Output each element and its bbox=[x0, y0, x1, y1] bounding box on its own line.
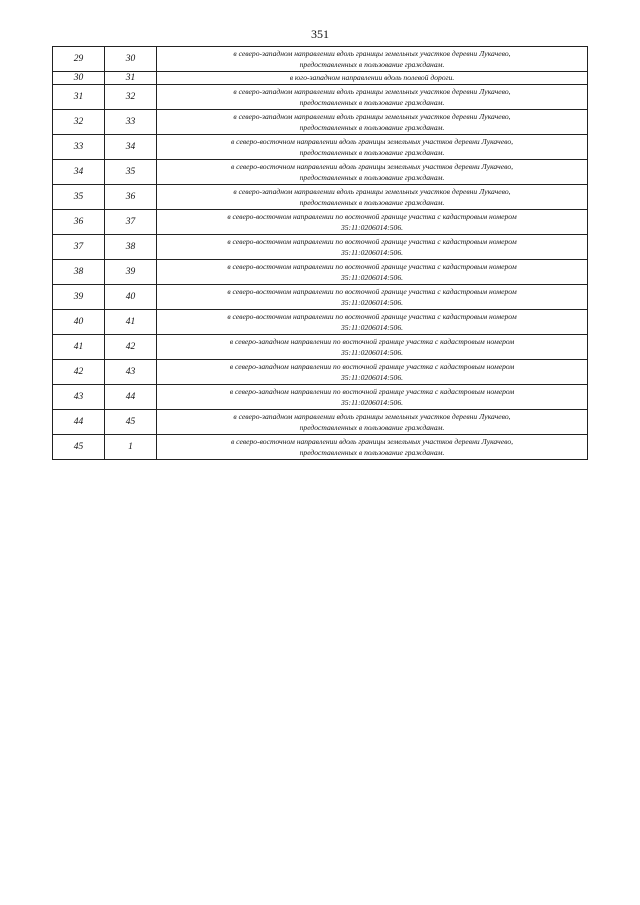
direction-description-cell bbox=[157, 185, 588, 210]
point-to-cell: 41 bbox=[105, 310, 157, 335]
direction-description-cell bbox=[157, 385, 588, 410]
point-from-cell: 43 bbox=[53, 385, 105, 410]
point-to-cell: 39 bbox=[105, 260, 157, 285]
point-from-cell: 32 bbox=[53, 110, 105, 135]
point-to-cell: 44 bbox=[105, 385, 157, 410]
direction-description-text: в северо-западном направлении вдоль границы земельных участков деревни Лукачево, предоставленных в пользование гражданам. bbox=[233, 111, 511, 132]
table-row bbox=[53, 235, 588, 260]
direction-description-cell bbox=[157, 72, 588, 85]
direction-description-cell bbox=[157, 235, 588, 260]
direction-description-text: в северо-западном направлении по восточной границе участка с кадастровым номером 35:11:0206014:506. bbox=[229, 336, 515, 357]
direction-description-cell bbox=[157, 135, 588, 160]
point-from-cell: 30 bbox=[53, 72, 105, 85]
direction-description-text: в северо-западном направлении вдоль границы земельных участков деревни Лукачево, предоставленных в пользование гражданам. bbox=[233, 86, 511, 107]
point-to-cell: 34 bbox=[105, 135, 157, 160]
direction-description-text: в северо-восточном направлении по восточной границе участка с кадастровым номером 35:11:0206014:506. bbox=[227, 236, 517, 257]
direction-description-cell bbox=[157, 435, 588, 460]
direction-description-text: в северо-восточном направлении по восточной границе участка с кадастровым номером 35:11:0206014:506. bbox=[227, 261, 517, 282]
point-to-cell: 37 bbox=[105, 210, 157, 235]
point-to-cell: 33 bbox=[105, 110, 157, 135]
direction-description-text: в северо-западном направлении вдоль границы земельных участков деревни Лукачево, предоставленных в пользование гражданам. bbox=[233, 411, 511, 432]
point-from-cell: 39 bbox=[53, 285, 105, 310]
direction-description-text: в северо-западном направлении по восточной границе участка с кадастровым номером 35:11:0206014:506. bbox=[229, 386, 515, 407]
table-row bbox=[53, 72, 588, 85]
point-from-cell: 33 bbox=[53, 135, 105, 160]
table-row bbox=[53, 47, 588, 72]
direction-description-text: в северо-восточном направлении вдоль границы земельных участков деревни Лукачево, предоставленных в пользование гражданам. bbox=[230, 436, 514, 457]
point-to-cell: 42 bbox=[105, 335, 157, 360]
point-from-cell: 38 bbox=[53, 260, 105, 285]
direction-description-cell bbox=[157, 410, 588, 435]
direction-description-cell bbox=[157, 285, 588, 310]
direction-description-text: в северо-восточном направлении по восточной границе участка с кадастровым номером 35:11:0206014:506. bbox=[227, 311, 517, 332]
direction-description-text: в северо-восточном направлении вдоль границы земельных участков деревни Лукачево, предоставленных в пользование гражданам. bbox=[230, 161, 514, 182]
point-from-cell: 37 bbox=[53, 235, 105, 260]
table-row bbox=[53, 110, 588, 135]
point-from-cell: 29 bbox=[53, 47, 105, 72]
point-from-cell: 44 bbox=[53, 410, 105, 435]
direction-description-cell bbox=[157, 335, 588, 360]
direction-description-cell bbox=[157, 210, 588, 235]
boundary-description-table bbox=[52, 46, 588, 460]
direction-description-cell bbox=[157, 47, 588, 72]
table-row bbox=[53, 435, 588, 460]
direction-description-cell bbox=[157, 260, 588, 285]
point-to-cell: 35 bbox=[105, 160, 157, 185]
point-from-cell: 45 bbox=[53, 435, 105, 460]
point-to-cell: 31 bbox=[105, 72, 157, 85]
direction-description-text: в северо-западном направлении вдоль границы земельных участков деревни Лукачево, предоставленных в пользование гражданам. bbox=[233, 186, 511, 207]
direction-description-cell bbox=[157, 310, 588, 335]
direction-description-text: в юго-западном направлении вдоль полевой дороги. bbox=[289, 73, 455, 83]
direction-description-text: в северо-восточном направлении вдоль границы земельных участков деревни Лукачево, предоставленных в пользование гражданам. bbox=[230, 136, 514, 157]
table-row bbox=[53, 410, 588, 435]
point-to-cell: 30 bbox=[105, 47, 157, 72]
point-to-cell: 36 bbox=[105, 185, 157, 210]
table-row bbox=[53, 135, 588, 160]
table-row bbox=[53, 335, 588, 360]
table-row bbox=[53, 210, 588, 235]
table-body bbox=[53, 47, 588, 460]
point-to-cell: 32 bbox=[105, 85, 157, 110]
point-from-cell: 35 bbox=[53, 185, 105, 210]
table-row bbox=[53, 310, 588, 335]
direction-description-text: в северо-восточном направлении по восточной границе участка с кадастровым номером 35:11:0206014:506. bbox=[227, 286, 517, 307]
direction-description-cell bbox=[157, 85, 588, 110]
direction-description-cell bbox=[157, 360, 588, 385]
point-from-cell: 34 bbox=[53, 160, 105, 185]
table-row bbox=[53, 85, 588, 110]
direction-description-cell bbox=[157, 110, 588, 135]
page-number: 351 bbox=[311, 27, 329, 41]
direction-description-cell bbox=[157, 160, 588, 185]
point-to-cell: 38 bbox=[105, 235, 157, 260]
table-row bbox=[53, 260, 588, 285]
table-row bbox=[53, 160, 588, 185]
point-to-cell: 40 bbox=[105, 285, 157, 310]
table-row bbox=[53, 360, 588, 385]
point-from-cell: 42 bbox=[53, 360, 105, 385]
table-row bbox=[53, 185, 588, 210]
point-from-cell: 40 bbox=[53, 310, 105, 335]
table-row bbox=[53, 285, 588, 310]
table-row bbox=[53, 385, 588, 410]
point-from-cell: 41 bbox=[53, 335, 105, 360]
point-from-cell: 31 bbox=[53, 85, 105, 110]
point-to-cell: 45 bbox=[105, 410, 157, 435]
direction-description-text: в северо-западном направлении по восточной границе участка с кадастровым номером 35:11:0206014:506. bbox=[229, 361, 515, 382]
point-to-cell: 43 bbox=[105, 360, 157, 385]
direction-description-text: в северо-восточном направлении по восточной границе участка с кадастровым номером 35:11:0206014:506. bbox=[227, 211, 517, 232]
point-from-cell: 36 bbox=[53, 210, 105, 235]
direction-description-text: в северо-западном направлении вдоль границы земельных участков деревни Лукачево, предоставленных в пользование гражданам. bbox=[233, 48, 511, 69]
point-to-cell: 1 bbox=[105, 435, 157, 460]
